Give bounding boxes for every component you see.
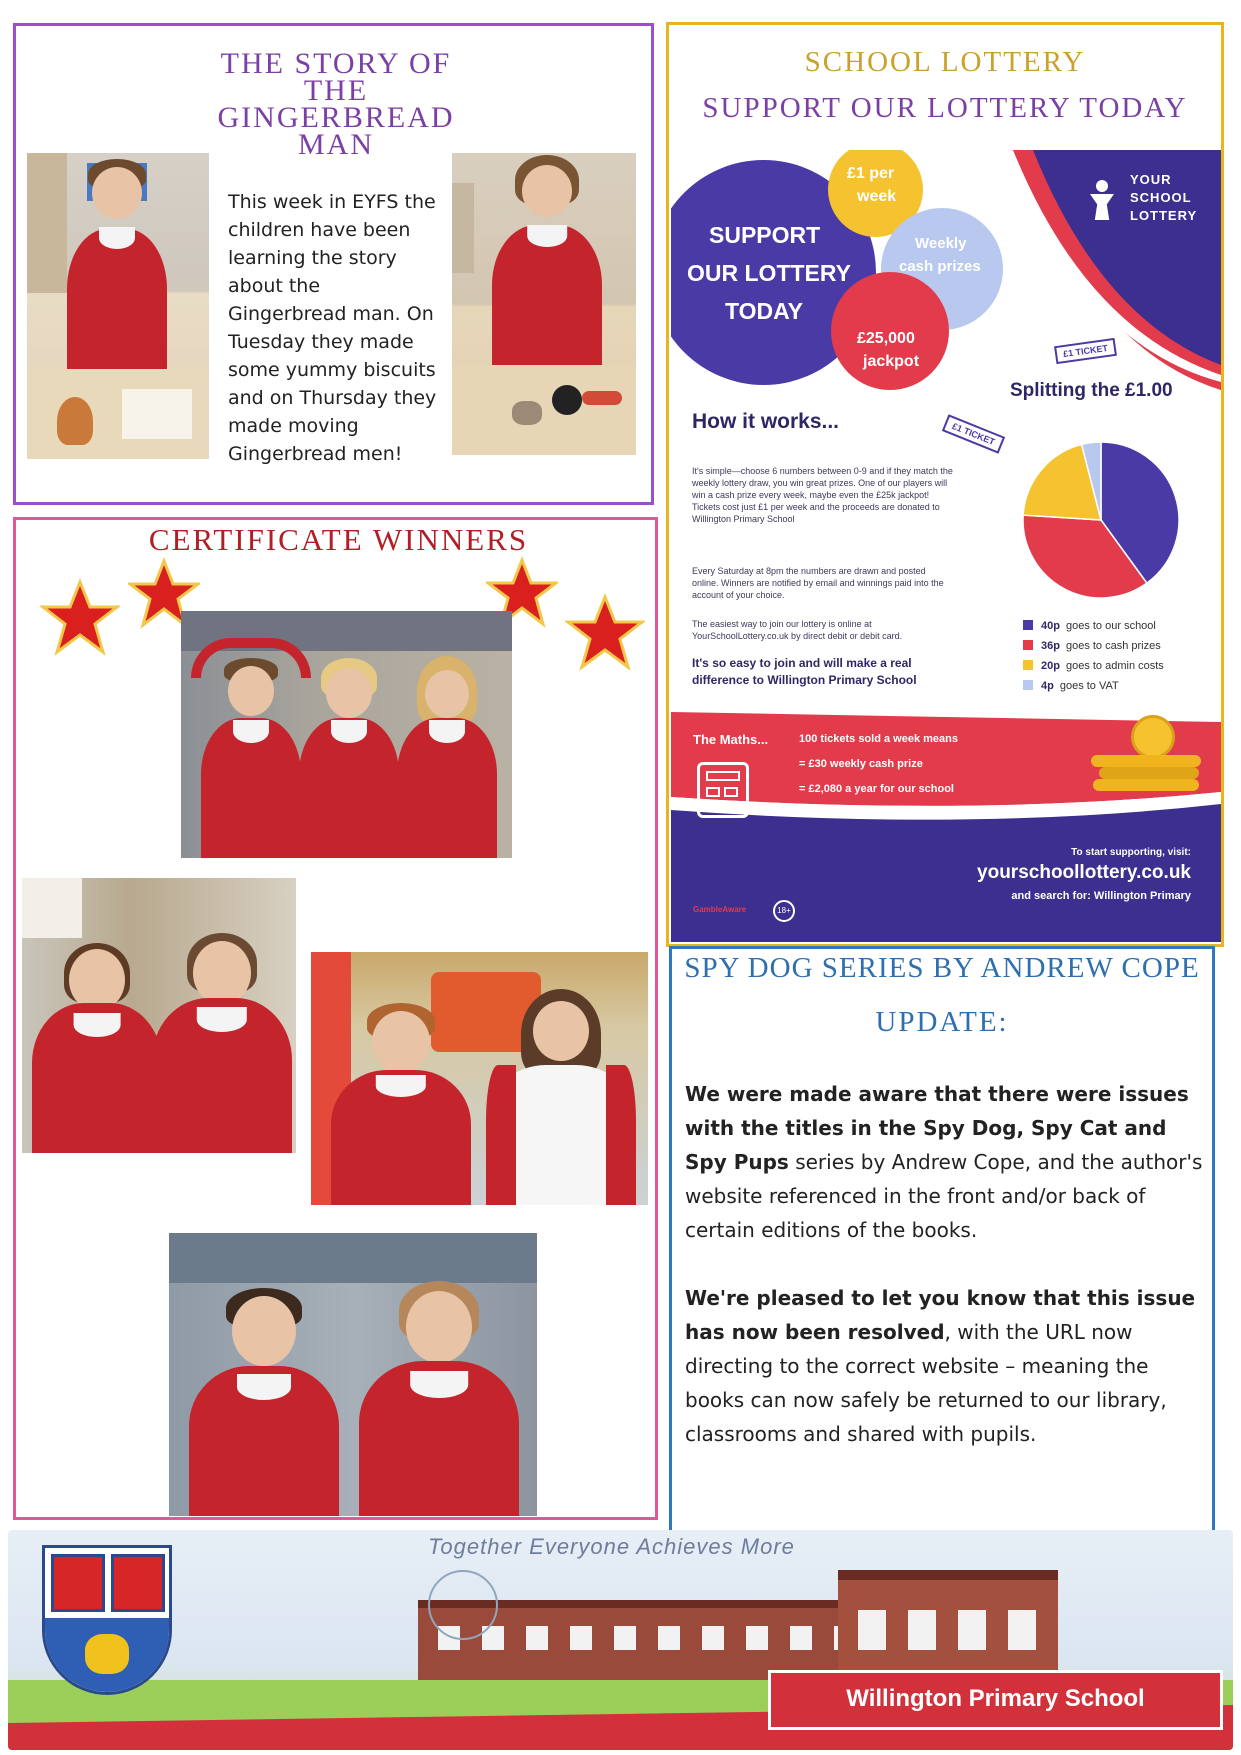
lottery-title-line2: SUPPORT OUR LOTTERY TODAY [702,92,1188,124]
gingerbread-photo-right [452,153,636,455]
legend-swatch-school [1023,620,1033,630]
split-pie-chart [1001,420,1201,620]
legend-text-prizes: goes to cash prizes [1065,640,1161,652]
gamble-aware-logo: GambleAware [693,905,747,914]
maths-line2: = £30 weekly cash prize [799,758,923,770]
gingerbread-body: This week in EYFS the children have been learning the story about the Gingerbread man. On Tuesday they made some yummy biscuits and on Thursday they made moving Gingerbread men! [228,191,437,465]
legend-text-vat: goes to VAT [1059,680,1119,692]
certificate-photo-2 [22,878,296,1153]
legend-amount-school: 40p [1041,620,1060,632]
poster-price-line1: £1 per [847,165,895,182]
poster-brand-line2: SCHOOL [1130,190,1192,205]
legend-swatch-admin [1023,660,1033,670]
legend-row-admin [1023,660,1164,672]
poster-url[interactable]: yourschoollottery.co.uk [977,862,1191,883]
search-label: and search for: Willington Primary [1011,890,1191,902]
legend-row-school [1023,620,1156,632]
maths-line1: 100 tickets sold a week means [799,733,958,745]
spydog-title-line2: UPDATE: [875,1006,1009,1038]
poster-how-para1: It's simple—choose 6 numbers between 0-9 and if they match the weekly lottery draw, you win great prizes. One of our players will win a cash prize every week, maybe even the £25k jackpot! Tickets cost just £1 per week and the proceeds are donated to Willington Primary School [692,466,953,524]
footer-motto: Together Everyone Achieves More [428,1534,795,1559]
gingerbread-panel [13,23,654,505]
footer-school-name: Willington Primary School [846,1685,1145,1712]
legend-text-school: goes to our school [1065,620,1156,632]
school-crest [42,1545,172,1695]
spydog-para2-rest: , with the URL now directing to the correct website – meaning the books can now safely be returned to our library, classrooms and shared with pupils. [685,1320,1167,1446]
certificate-photo-1 [181,611,512,858]
legend-amount-prizes: 36p [1041,640,1060,652]
spydog-para1-rest: series by Andrew Cope, and the author's website referenced in the front and/or back of certain editions of the books. [685,1150,1203,1242]
visit-label: To start supporting, visit: [1071,847,1191,858]
spydog-para1-bold: We were made aware that there were issues with the titles in the Spy Dog, Spy Cat and Spy Pups [685,1082,1189,1174]
lottery-poster [671,150,1221,942]
poster-how-title: How it works... [692,410,840,433]
poster-weekly-line2: cash prizes [899,258,981,275]
poster-headline-2: OUR LOTTERY [687,260,851,286]
poster-brand-line3: LOTTERY [1130,208,1198,223]
legend-amount-vat: 4p [1041,680,1054,692]
poster-brand-line1: YOUR [1130,172,1172,187]
calculator-icon [697,762,749,818]
poster-ticket-label-1: £1 TICKET [1054,338,1117,364]
poster-how-cta: It's so easy to join and will make a real difference to Willington Primary School [692,656,917,687]
legend-swatch-prizes [1023,640,1033,650]
maths-line3: = £2,080 a year for our school [799,783,954,795]
poster-split-title: Splitting the £1.00 [1010,380,1173,401]
legend-amount-admin: 20p [1041,660,1060,672]
spydog-para1 [685,1077,1205,1247]
spydog-para2 [685,1281,1205,1451]
star-icon [40,577,120,657]
lottery-title-line1: SCHOOL LOTTERY [804,46,1086,78]
certificates-title: CERTIFICATE WINNERS [148,522,529,557]
star-icon [565,592,645,672]
spydog-para2-bold: We're pleased to let you know that this issue has now been resolved [685,1286,1196,1344]
poster-how-para3: The easiest way to join our lottery is online at YourSchoolLottery.co.uk by direct debit or debit card. [692,619,903,641]
poster-headline-1: SUPPORT [709,222,821,248]
poster-jackpot-line2: jackpot [863,353,920,370]
footer-banner [8,1530,1233,1750]
poster-brand-icon [1084,172,1120,220]
poster-ticket-label-2: £1 TICKET [942,414,1005,454]
certificate-photo-3 [311,952,648,1205]
poster-jackpot-line1: £25,000 [857,330,915,347]
spydog-title-line1: SPY DOG SERIES BY ANDREW COPE [684,952,1200,984]
poster-price-line2: week [857,188,897,205]
poster-headline-3: TODAY [725,298,803,324]
poster-weekly-line1: Weekly [915,235,967,252]
poster-how-para2: Every Saturday at 8pm the numbers are drawn and posted online. Winners are notified by email and winnings paid into the account of your choice. [692,566,944,600]
coins-graphic [1091,715,1201,795]
certificate-photo-4 [169,1233,537,1516]
legend-row-prizes [1023,640,1161,652]
gingerbread-title: THE STORY OF THE GINGERBREAD MAN [217,47,455,161]
maths-label: The Maths... [693,732,769,747]
legend-text-admin: goes to admin costs [1065,660,1164,672]
age-badge: 18+ [773,900,795,922]
gingerbread-photo-left [27,153,209,459]
